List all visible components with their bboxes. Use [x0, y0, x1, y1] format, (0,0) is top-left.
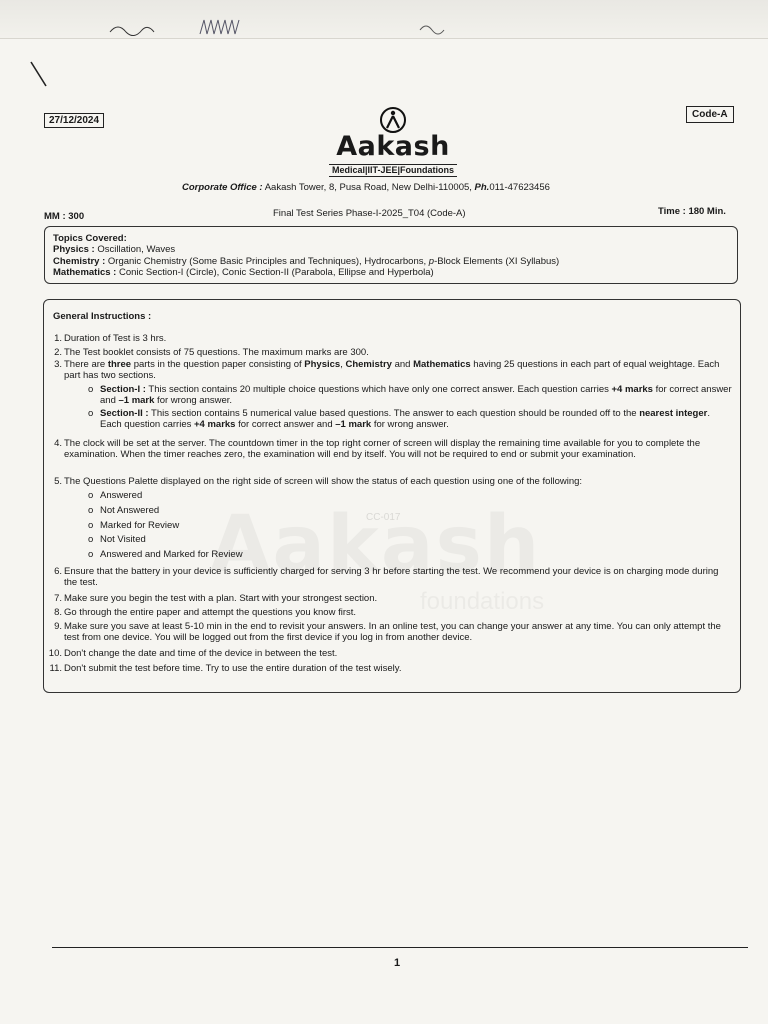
- topics-chemistry: Chemistry : Organic Chemistry (Some Basic Principles and Techniques), Hydrocarbons, p-Block Elements (XI Syllabus): [53, 255, 560, 267]
- corporate-address: Aakash Tower, 8, Pusa Road, New Delhi-110005,: [262, 182, 475, 193]
- topics-title: Topics Covered:: [53, 233, 127, 244]
- exam-date: 27/12/2024: [44, 113, 104, 128]
- aakash-emblem-icon: [378, 106, 408, 134]
- topics-physics: Physics : Oscillation, Waves: [53, 244, 176, 256]
- phone-label: Ph.: [474, 182, 490, 193]
- instructions-title: General Instructions :: [53, 311, 152, 322]
- brand-tagline: Medical|IIT-JEE|Foundations: [329, 164, 457, 177]
- paper-code: Code-A: [686, 106, 734, 123]
- general-instructions-box: General Instructions : 1. Duration of Test is 3 hrs. 2. The Test booklet consists of 75 questions. The maximum marks are 300. 3. There are three parts in the question paper consisting of Physics, Chemistry and Mathematics having 25 questions in each part of equal weightage. Each part has two sections. o Section-I : This section contains 20 multiple choice questions which have only one correct answer. Each question carries +4 marks for correct answer and –1 mark for wrong answer. o Section-II : This section contains 5 numerical value based questions. The answer to each question should be rounded off to the nearest integer. Each question carries +4 marks for correct answer and –1 mark for wrong answer. 4. The clock will be set at the server. The countdown timer in the top right corner of screen will display the remaining time available for you to complete the examination. When the timer reaches zero, the examination will end by itself. You will not be required to end or submit your examination. 5. The Questions Palette displayed on the right side of screen will show the status of each question using one of the following: o Answered o Not Answered o Marked for Review o Not Visited o Answered and Marked for Review 6. Ensure that the battery in your device is sufficiently charged for serving 3 hr before starting the test. We recommend your device is on charging mode during the test. 7. Make sure you begin the test with a plan. Start with your strongest section. 8. Go through the entire paper and attempt the questions you know first. 9. Make sure you save at least 5-10 min in the end to revisit your answers. In an online test, you can change your answer at any time. You can only attempt the test from one device. You will be logged out from the first device if you log in from another device. 10. Don't change the date and time of the device in between the test. 11. Don't submit the test before time. Try to use the entire duration of the test wisely.: [43, 299, 741, 693]
- topics-mathematics: Mathematics : Conic Section-I (Circle), Conic Section-II (Parabola, Ellipse and Hyperbola): [53, 266, 434, 278]
- duration: Time : 180 Min.: [658, 206, 726, 217]
- corporate-office-line: [182, 182, 550, 193]
- corporate-label: Corporate Office :: [182, 182, 263, 193]
- page-number: 1: [394, 957, 401, 969]
- test-series-title: Final Test Series Phase-I-2025_T04 (Code-A): [273, 208, 466, 219]
- footer-rule: [52, 947, 748, 948]
- max-marks: MM : 300: [44, 211, 85, 222]
- topics-covered-box: [44, 226, 738, 284]
- brand-name: Aakash: [336, 131, 450, 162]
- watermark-code: CC-017: [366, 512, 401, 523]
- aakash-logo: [318, 106, 468, 178]
- pen-scribble-marks: [0, 0, 768, 100]
- phone-number: 011-47623456: [489, 182, 550, 193]
